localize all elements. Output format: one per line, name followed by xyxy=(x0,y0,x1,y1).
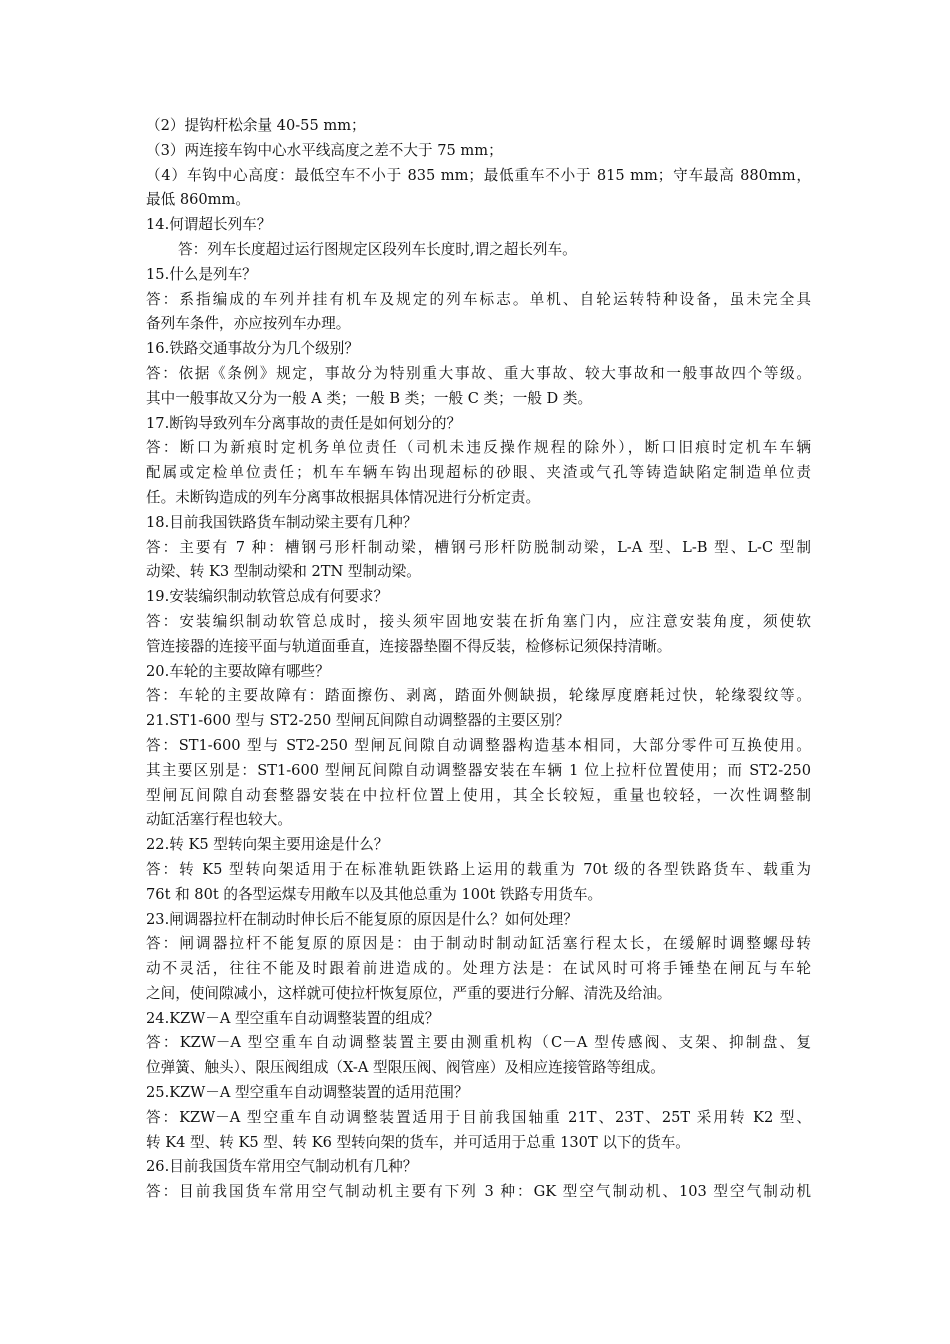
text-line: （2）提钩杆松余量 40-55 mm； xyxy=(146,117,366,134)
answer-line: 答：安装编织制动软管总成时，接头须牢固地安装在折角塞门内，应注意安装角度，须使软 xyxy=(146,612,811,630)
text-line: （4）车钩中心高度：最低空车不小于 835 mm；最低重车不小于 815 mm；守车最高 880mm， xyxy=(146,166,811,184)
question-line: 26.目前我国货车常用空气制动机有几种？ xyxy=(146,1158,418,1176)
answer-line: 答：系指编成的车列并挂有机车及规定的列车标志。单机、自轮运转特种设备，虽未完全具 xyxy=(146,290,811,308)
answer-line: 其中一般事故又分为一般 A 类；一般 B 类；一般 C 类；一般 D 类。 xyxy=(146,389,593,407)
answer-line: 其主要区别是：ST1-600 型闸瓦间隙自动调整器安装在车辆 1 位上拉杆位置使用；而 ST2-250 xyxy=(146,761,811,779)
answer-line: 动梁、转 K3 型制动梁和 2TN 型制动梁。 xyxy=(146,563,421,581)
answer-line: 答：车轮的主要故障有：踏面擦伤、剥离，踏面外侧缺损，轮缘厚度磨耗过快，轮缘裂纹等。 xyxy=(146,687,811,705)
answer-line: 答：依据《条例》规定，事故分为特别重大事故、重大事故、较大事故和一般事故四个等级。 xyxy=(146,364,811,382)
answer-line: 答：列车长度超过运行图规定区段列车长度时,谓之超长列车。 xyxy=(178,240,577,258)
document-page xyxy=(146,114,811,1205)
question-line: 25.KZW－A 型空重车自动调整装置的适用范围？ xyxy=(146,1084,469,1102)
question-line: 21.ST1-600 型与 ST2-250 型闸瓦间隙自动调整器的主要区别？ xyxy=(146,712,570,730)
question-line: 22.转 K5 型转向架主要用途是什么？ xyxy=(146,836,389,854)
answer-line: 位弹簧、触头）、限压阀组成（X-A 型限压阀、阀管座）及相应连接管路等组成。 xyxy=(146,1059,665,1077)
answer-line: 转 K4 型、转 K5 型、转 K6 型转向架的货车，并可适用于总重 130T 以下的货车。 xyxy=(146,1133,690,1151)
answer-line: 答：闸调器拉杆不能复原的原因是：由于制动时制动缸活塞行程太长，在缓解时调整螺母转 xyxy=(146,935,811,953)
answer-line: 任。未断钩造成的列车分离事故根据具体情况进行分析定责。 xyxy=(146,488,541,506)
answer-line: 答：主要有 7 种：槽钢弓形杆制动梁，槽钢弓形杆防脱制动梁，L-A 型、L-B 型、L-C 型制 xyxy=(146,538,811,556)
answer-line: 答：转 K5 型转向架适用于在标准轨距铁路上运用的载重为 70t 级的各型铁路货车、载重为 xyxy=(146,860,811,878)
question-line: 18.目前我国铁路货车制动梁主要有几种？ xyxy=(146,513,418,531)
answer-line: 76t 和 80t 的各型运煤专用敞车以及其他总重为 100t 铁路专用货车。 xyxy=(146,885,603,903)
question-line: 15.什么是列车？ xyxy=(146,265,257,283)
answer-line: 型闸瓦间隙自动套整器安装在中拉杆位置上使用，其全长较短，重量也较轻，一次性调整制 xyxy=(146,786,811,804)
answer-line: 备列车条件，亦应按列车办理。 xyxy=(146,315,351,333)
question-line: 23.闸调器拉杆在制动时伸长后不能复原的原因是什么？如何处理？ xyxy=(146,910,578,928)
answer-line: 答：目前我国货车常用空气制动机主要有下列 3 种：GK 型空气制动机、103 型空气制动机 xyxy=(146,1183,811,1201)
answer-line: 动不灵活，往往不能及时跟着前进造成的。处理方法是：在试风时可将手锤垫在闸瓦与车轮 xyxy=(146,960,811,978)
answer-line: 答：KZW－A 型空重车自动调整装置适用于目前我国轴重 21T、23T、25T 采用转 K2 型、 xyxy=(146,1108,811,1126)
question-line: 14.何谓超长列车？ xyxy=(146,216,272,234)
answer-line: 配属或定检单位责任；机车车辆车钩出现超标的砂眼、夹渣或气孔等铸造缺陷定制造单位责 xyxy=(146,464,811,482)
answer-line: 之间，使间隙减小，这样就可使拉杆恢复原位，严重的要进行分解、清洗及给油。 xyxy=(146,984,672,1002)
text-line: （3）两连接车钩中心水平线高度之差不大于 75 mm； xyxy=(146,141,503,159)
text-line: 最低 860mm。 xyxy=(146,191,250,209)
answer-line: 答：ST1-600 型与 ST2-250 型闸瓦间隙自动调整器构造基本相同，大部分零件可互换使用。 xyxy=(146,736,811,754)
answer-line: 动缸活塞行程也较大。 xyxy=(146,811,292,829)
answer-line: 答：KZW－A 型空重车自动调整装置主要由测重机构（C－A 型传感阀、支架、抑制盘、复 xyxy=(146,1034,811,1052)
answer-line: 管连接器的连接平面与轨道面垂直，连接器垫圈不得反装，检修标记须保持清晰。 xyxy=(146,637,672,655)
question-line: 24.KZW－A 型空重车自动调整装置的组成？ xyxy=(146,1009,440,1027)
question-line: 20.车轮的主要故障有哪些？ xyxy=(146,662,330,680)
answer-line: 答：断口为新痕时定机务单位责任（司机未违反操作规程的除外），断口旧痕时定机车车辆 xyxy=(146,439,811,457)
question-line: 19.安装编织制动软管总成有何要求？ xyxy=(146,588,389,606)
question-line: 17.断钩导致列车分离事故的责任是如何划分的？ xyxy=(146,414,462,432)
question-line: 16.铁路交通事故分为几个级别？ xyxy=(146,340,359,358)
